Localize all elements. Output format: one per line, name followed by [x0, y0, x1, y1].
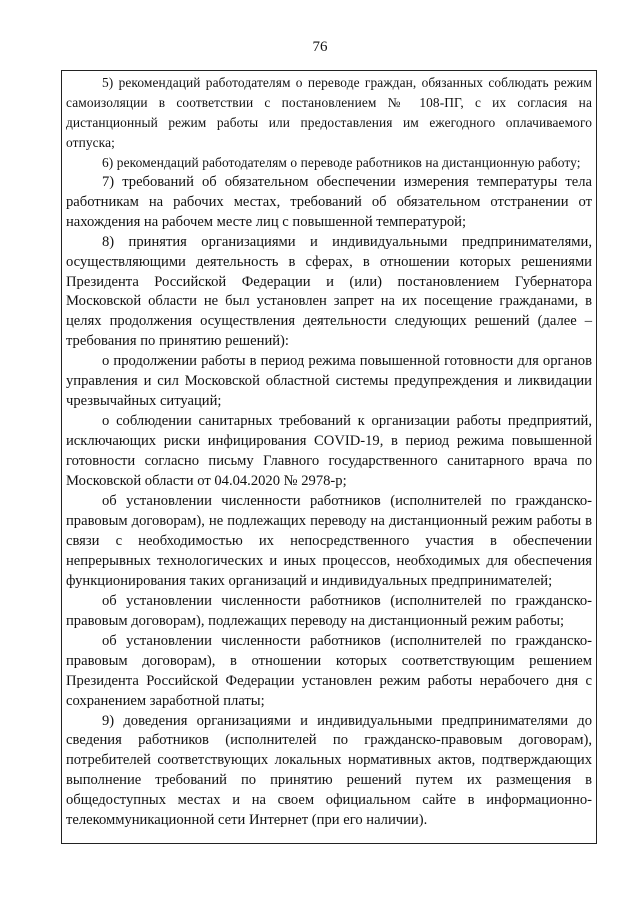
paragraph-8-item-2: о соблюдении санитарных требований к организации работы предприятий, исключающих риски инфицирования COVID-19, в период режима повышенной готовности согласно письму Главного государственного санитарного врача по Московской области от 04.04.2020 № 2978-р; — [66, 413, 592, 490]
paragraph-9: 9) доведения организациями и индивидуальными предпринимателями до сведения работников (исполнителей по гражданско-правовым договорам), потребителей соответствующих локальных нормативных актов, подтверждающих выполнение требований по принятию решений путем их размещения в общедоступных местах и на своем официальном сайте в информационно-телекоммуникационной сети Интернет (при его наличии). — [66, 712, 592, 829]
paragraph-8-item-4: об установлении численности работников (исполнителей по гражданско-правовым договорам), подлежащих переводу на дистанционный режим работы; — [66, 592, 592, 629]
paragraph-5: 5) рекомендаций работодателям о переводе граждан, обязанных соблюдать режим самоизоляции в соответствии с постановлением № 108-ПГ, с их согласия на дистанционный режим работы или предоставления им ежегодного оплачиваемого отпуска; — [66, 75, 592, 150]
paragraph-8-item-3: об установлении численности работников (исполнителей по гражданско-правовым договорам), не подлежащих переводу на дистанционный режим работы в связи с необходимостью их непосредственного участия в обеспечении непрерывных технологических и иных процессов, необходимых для обеспечения функционирования таких организаций и индивидуальных предпринимателей; — [66, 493, 592, 589]
text-frame — [61, 70, 597, 844]
paragraph-6: 6) рекомендаций работодателям о переводе работников на дистанционную работу; — [102, 154, 581, 170]
paragraph-8-item-5: об установлении численности работников (исполнителей по гражданско-правовым договорам), в отношении которых соответствующим решением Президента Российской Федерации установлен режим работы нерабочего дня с сохранением заработной платы; — [66, 632, 592, 709]
paragraph-7: 7) требований об обязательном обеспечении измерения температуры тела работникам на рабочих местах, требований об обязательном отстранении от нахождения на рабочем месте лиц с повышенной температурой; — [66, 173, 592, 230]
page-number: 76 — [312, 39, 328, 55]
paragraph-8: 8) принятия организациями и индивидуальными предпринимателями, осуществляющими деятельность в сферах, в отношении которых решениями Президента Российской Федерации и (или) постановлением Губернатора Московской области не был установлен запрет на их посещение гражданами, в целях продолжения осуществления деятельности следующих решений (далее – требования по принятию решений): — [66, 233, 592, 350]
paragraph-8-item-1: о продолжении работы в период режима повышенной готовности для органов управления и сил Московской областной системы предупреждения и ликвидации чрезвычайных ситуаций; — [66, 353, 592, 410]
